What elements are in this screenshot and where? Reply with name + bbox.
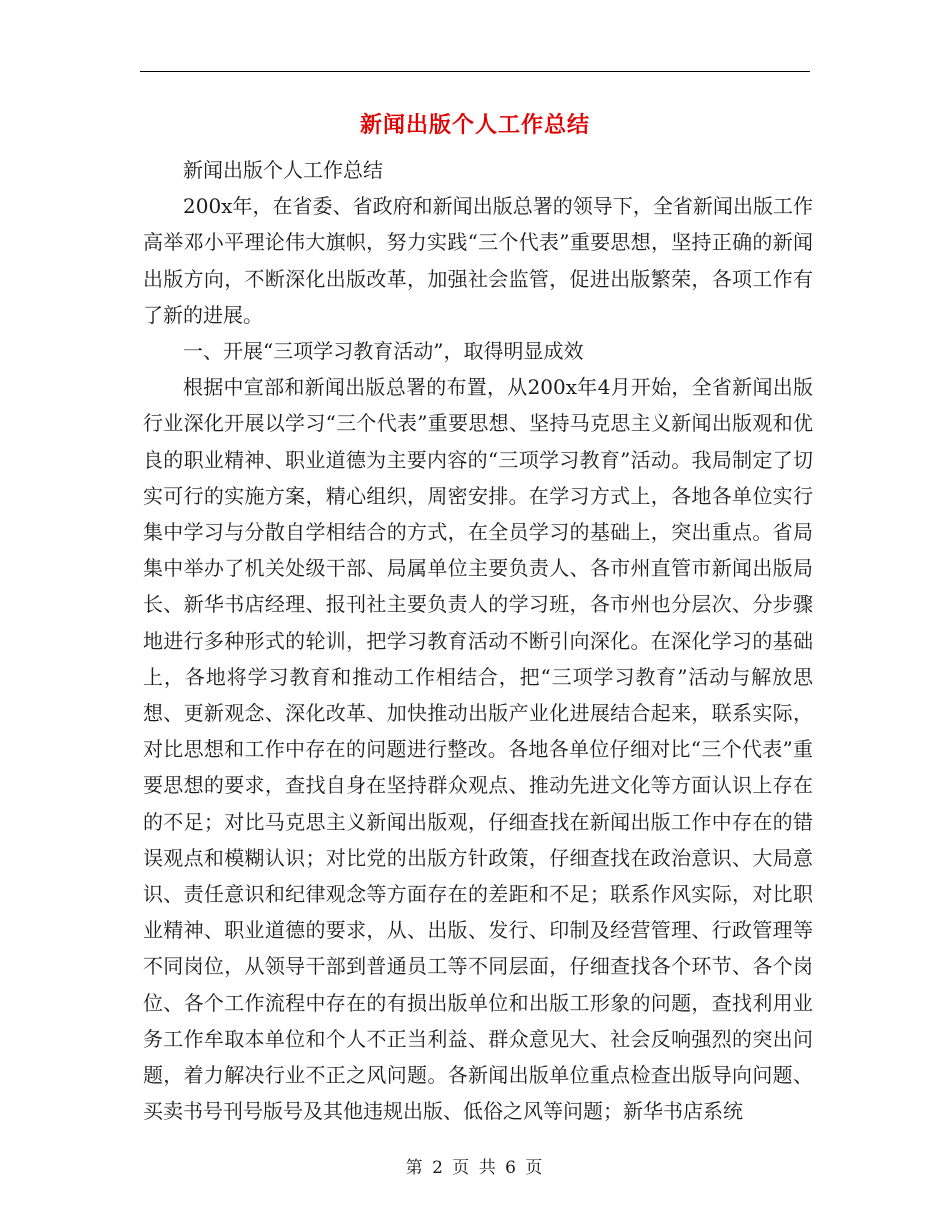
paragraph-intro: 200x年，在省委、省政府和新闻出版总署的领导下，全省新闻出版工作高举邓小平理论伟大旗帜，努力实践“三个代表”重要思想，坚持正确的新闻出版方向，不断深化出版改革，加强社会监管，促进出版繁荣，各项工作有了新的进展。 bbox=[143, 194, 813, 327]
document-body bbox=[143, 152, 813, 1129]
paragraph-subtitle: 新闻出版个人工作总结 bbox=[183, 158, 383, 182]
header-rule bbox=[140, 71, 810, 72]
section-heading: 一、开展“三项学习教育活动”，取得明显成效 bbox=[183, 339, 584, 364]
paragraph-section-body: 根据中宣部和新闻出版总署的布置，从200x年4月开始，全省新闻出版行业深化开展以学习“三个代表”重要思想、坚持马克思主义新闻出版观和优良的职业精神、职业道德为主要内容的“三项学习教育”活动。我局制定了切实可行的实施方案，精心组织，周密安排。在学习方式上，各地各单位实行集中学习与分散自学相结合的方式，在全员学习的基础上，突出重点。省局集中举办了机关处级干部、局属单位主要负责人、各市州直管市新闻出版局长、新华书店经理、报刊社主要负责人的学习班，各市州也分层次、分步骤地进行多种形式的轮训，把学习教育活动不断引向深化。在深化学习的基础上，各地将学习教育和推动工作相结合，把“三项学习教育”活动与解放思想、更新观念、深化改革、加快推动出版产业化进展结合起来，联系实际，对比思想和工作中存在的问题进行整改。各地各单位仔细对比“三个代表”重要思想的要求，查找自身在坚持群众观点、推动先进文化等方面认识上存在的不足；对比马克思主义新闻出版观，仔细查找在新闻出版工作中存在的错误观点和模糊认识；对比党的出版方针政策，仔细查找在政治意识、大局意识、责任意识和纪律观念等方面存在的差距和不足；联系作风实际，对比职业精神、职业道德的要求，从、出版、发行、印制及经营管理、行政管理等不同岗位，从领导干部到普通员工等不同层面，仔细查找各个环节、各个岗位、各个工作流程中存在的有损出版单位和出版工形象的问题，查找利用业务工作牟取本单位和个人不正当利益、群众意见大、社会反响强烈的突出问题，着力解决行业不正之风问题。各新闻出版单位重点检查出版导向问题、买卖书号刊号版号及其他违规出版、低俗之风等问题；新华书店系统 bbox=[143, 375, 813, 1124]
document-title: 新闻出版个人工作总结 bbox=[359, 112, 590, 138]
page-number: 第 2 页 共 6 页 bbox=[405, 1158, 545, 1178]
